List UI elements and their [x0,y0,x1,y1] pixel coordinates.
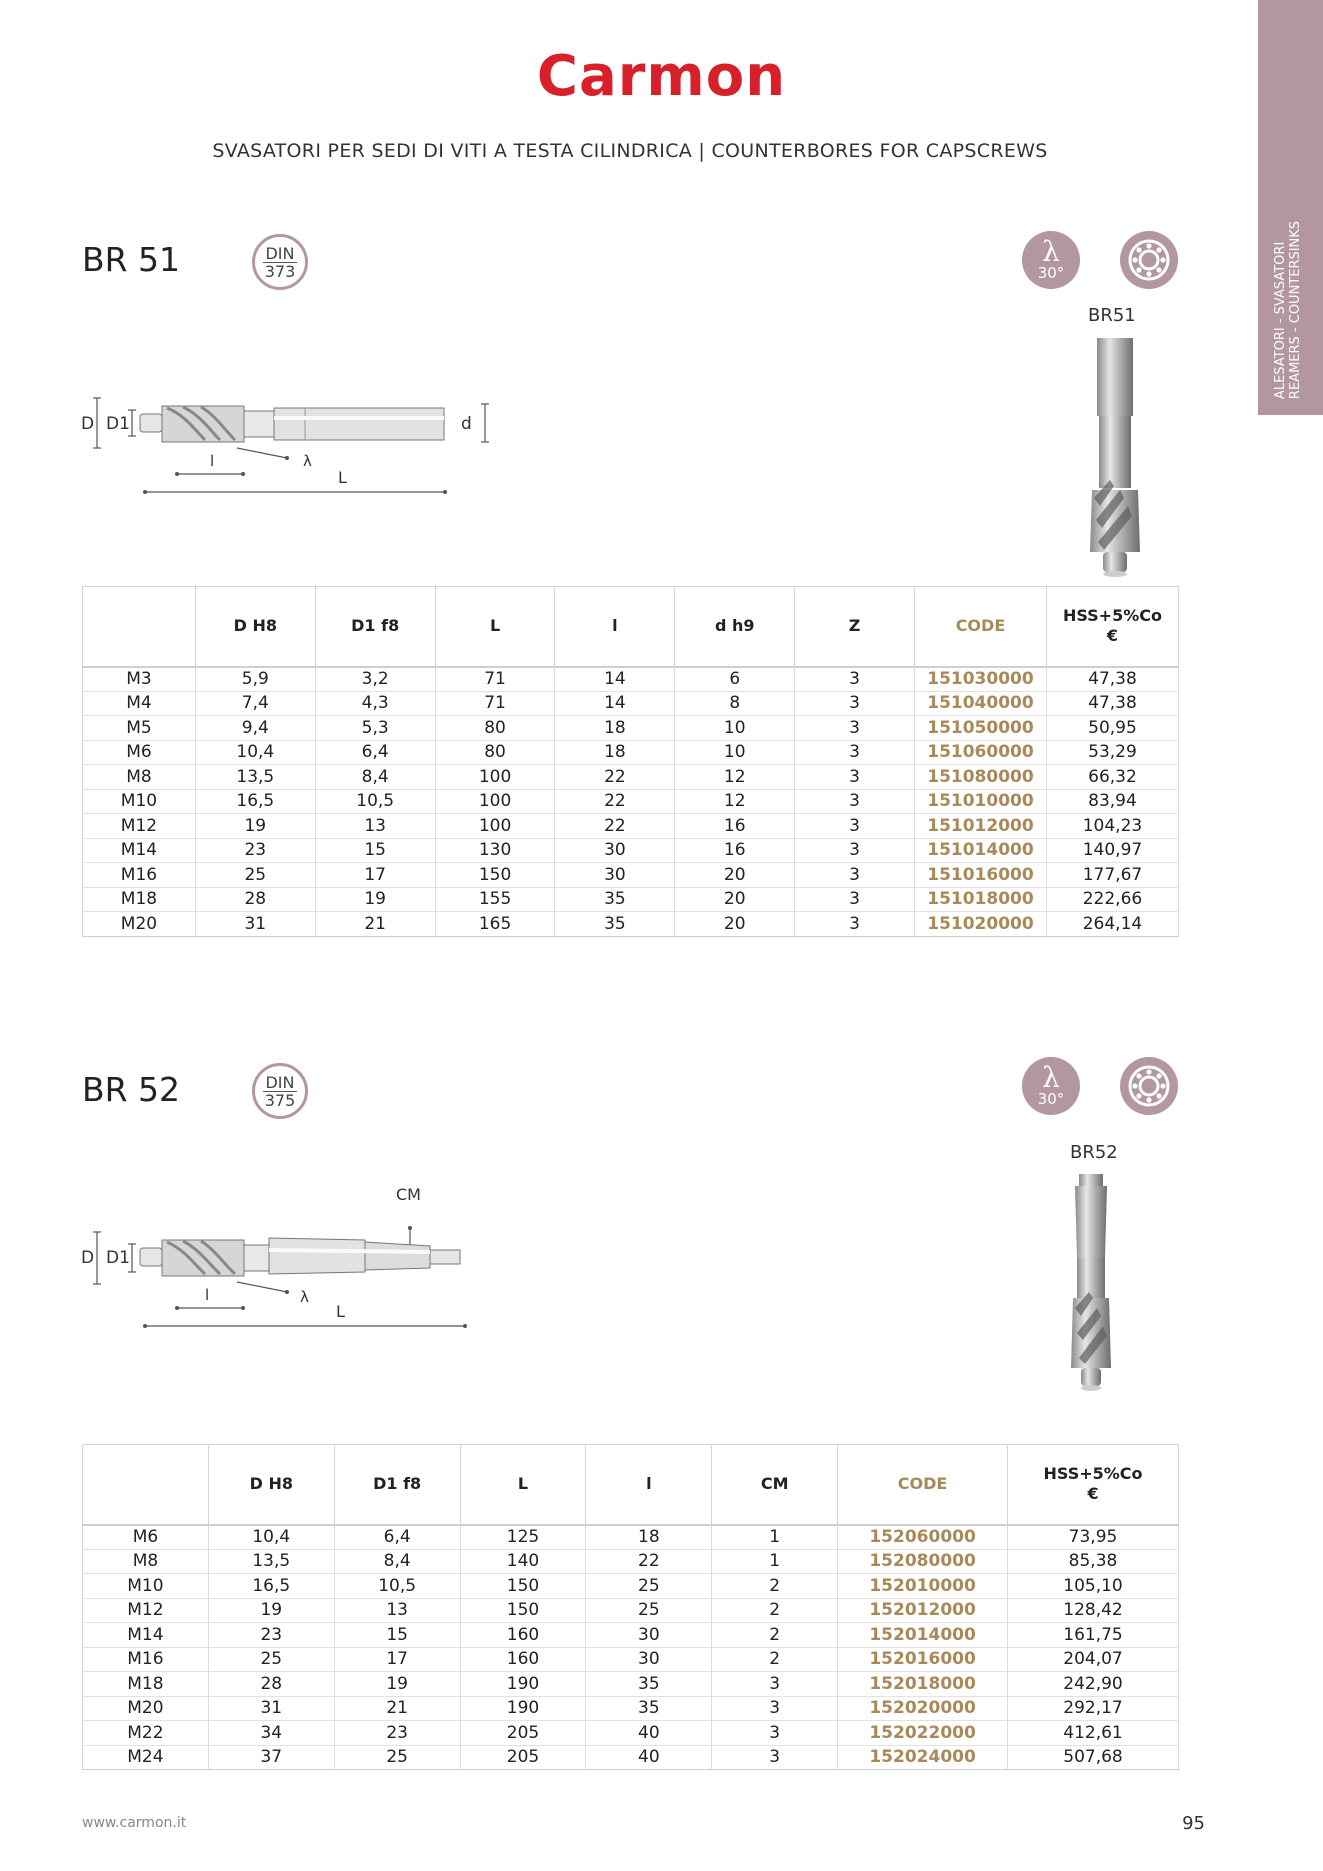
table-cell: 125 [460,1525,586,1550]
helix-angle-badge-br52 [1022,1057,1080,1115]
table-cell: 23 [195,838,315,863]
product-code-cell: 151040000 [915,691,1047,716]
table-cell: 16 [675,838,795,863]
table-cell: 128,42 [1008,1598,1179,1623]
table-cell: 28 [208,1672,334,1697]
dim-label-D1: D1 [106,1248,130,1268]
table-cell: 25 [586,1598,712,1623]
table-cell: 5,9 [195,667,315,692]
table-cell: 22 [555,765,675,790]
table-cell: 1 [712,1549,838,1574]
table-cell: M8 [83,765,196,790]
table-cell: 6 [675,667,795,692]
table-cell: 105,10 [1008,1574,1179,1599]
table-cell: 10 [675,740,795,765]
table-cell: 155 [435,887,555,912]
photo-label-br52: BR52 [1070,1142,1118,1163]
table-cell: M12 [83,814,196,839]
table-cell: 18 [555,740,675,765]
table-cell: 13 [315,814,435,839]
brand-logo: Carmon [536,44,787,109]
table-cell: 150 [435,863,555,888]
header-cut-length: l [586,1445,712,1525]
helix-angle-value: 30° [1037,264,1065,282]
table-row [83,1696,1179,1721]
header-d1-f8: D1 f8 [315,587,435,667]
page-number: 95 [1182,1813,1205,1834]
dim-label-d: d [461,414,472,434]
table-cell: 37 [208,1745,334,1770]
table-cell: M18 [83,887,196,912]
table-cell: M14 [83,1623,209,1648]
table-row [83,1525,1179,1550]
table-row [83,863,1179,888]
product-code-cell: 152022000 [838,1721,1008,1746]
table-cell: 23 [208,1623,334,1648]
table-cell: 242,90 [1008,1672,1179,1697]
dim-label-D: D [81,1248,95,1268]
table-cell: 30 [586,1623,712,1648]
technical-drawing-br51 [75,380,495,500]
table-row [83,1598,1179,1623]
product-code-cell: 151018000 [915,887,1047,912]
table-cell: 28 [195,887,315,912]
table-row [83,716,1179,741]
table-cell: 25 [208,1647,334,1672]
table-cell: M14 [83,838,196,863]
table-cell: 100 [435,789,555,814]
header-d-h8: D H8 [208,1445,334,1525]
table-cell: 10,5 [334,1574,460,1599]
table-cell: 205 [460,1745,586,1770]
table-cell: 30 [555,863,675,888]
table-cell: 3 [795,789,915,814]
table-cell: 53,29 [1046,740,1178,765]
table-cell: 130 [435,838,555,863]
table-cell: 10,4 [195,740,315,765]
product-code-cell: 151080000 [915,765,1047,790]
table-cell: 40 [586,1745,712,1770]
table-cell: 292,17 [1008,1696,1179,1721]
table-row [83,691,1179,716]
table-cell: 80 [435,716,555,741]
table-cell: 13,5 [208,1549,334,1574]
table-cell: 3 [795,814,915,839]
dim-label-L: L [336,1302,345,1321]
table-cell: 6,4 [315,740,435,765]
table-cell: 5,3 [315,716,435,741]
table-cell: 412,61 [1008,1721,1179,1746]
table-cell: 19 [315,887,435,912]
table-cell: 161,75 [1008,1623,1179,1648]
table-cell: 2 [712,1598,838,1623]
table-row [83,765,1179,790]
table-cell: 150 [460,1598,586,1623]
table-cell: 3 [712,1672,838,1697]
table-cell: 22 [555,814,675,839]
table-row [83,838,1179,863]
table-row [83,1647,1179,1672]
table-cell: 83,94 [1046,789,1178,814]
helix-angle-value: 30° [1037,1090,1065,1108]
header-size [83,587,196,667]
table-cell: 140,97 [1046,838,1178,863]
table-cell: 6,4 [334,1525,460,1550]
table-cell: 177,67 [1046,863,1178,888]
table-row [83,912,1179,937]
table-cell: 3,2 [315,667,435,692]
table-cell: M10 [83,789,196,814]
product-code-cell: 152014000 [838,1623,1008,1648]
table-cell: 20 [675,887,795,912]
table-cell: M6 [83,1525,209,1550]
table-cell: 222,66 [1046,887,1178,912]
table-cell: M18 [83,1672,209,1697]
product-code-cell: 152080000 [838,1549,1008,1574]
table-row [83,1574,1179,1599]
table-header-row [83,1445,1179,1525]
footer-website: www.carmon.it [82,1815,187,1831]
table-cell: 22 [555,789,675,814]
table-row [83,789,1179,814]
bearing-icon [1120,231,1178,289]
product-code-cell: 152024000 [838,1745,1008,1770]
header-flutes: Z [795,587,915,667]
table-cell: 18 [555,716,675,741]
table-cell: 15 [334,1623,460,1648]
table-cell: 16,5 [208,1574,334,1599]
table-cell: 3 [795,667,915,692]
table-cell: M24 [83,1745,209,1770]
table-cell: 17 [334,1647,460,1672]
table-cell: 25 [195,863,315,888]
table-cell: 10 [675,716,795,741]
table-cell: 3 [795,887,915,912]
header-d-h8: D H8 [195,587,315,667]
page-subtitle: SVASATORI PER SEDI DI VITI A TESTA CILINDRICA | COUNTERBORES FOR CAPSCREWS [212,140,1048,162]
table-cell: M16 [83,1647,209,1672]
table-cell: 7,4 [195,691,315,716]
table-row [83,667,1179,692]
table-cell: 16,5 [195,789,315,814]
header-shank-d-h9: d h9 [675,587,795,667]
table-cell: 3 [712,1721,838,1746]
din-label: DIN [265,243,295,263]
product-code-cell: 151016000 [915,863,1047,888]
table-cell: 3 [712,1745,838,1770]
table-cell: 104,23 [1046,814,1178,839]
table-cell: 23 [334,1721,460,1746]
table-row [83,1672,1179,1697]
table-row [83,814,1179,839]
lambda-icon: λ [1042,1061,1060,1094]
table-row [83,1745,1179,1770]
table-cell: M16 [83,863,196,888]
table-cell: 3 [795,740,915,765]
table-cell: 100 [435,814,555,839]
table-cell: 8 [675,691,795,716]
table-cell: 30 [586,1647,712,1672]
table-cell: 165 [435,912,555,937]
table-cell: 4,3 [315,691,435,716]
table-cell: 13,5 [195,765,315,790]
table-cell: 12 [675,789,795,814]
table-cell: 17 [315,863,435,888]
table-cell: M8 [83,1549,209,1574]
product-code-cell: 151014000 [915,838,1047,863]
table-cell: 3 [795,863,915,888]
side-tab-label [1262,220,1314,400]
dim-label-lambda: λ [303,452,312,470]
side-tab-line2: REAMERS - COUNTERSINKS [1288,220,1304,400]
header-length: L [435,587,555,667]
technical-drawing-br52 [75,1210,495,1340]
product-title-br52: BR 52 [82,1070,181,1109]
header-morse-taper: CM [712,1445,838,1525]
table-cell: 8,4 [315,765,435,790]
header-length: L [460,1445,586,1525]
table-cell: 80 [435,740,555,765]
header-price: HSS+5%Co € [1008,1445,1179,1525]
table-cell: 3 [795,765,915,790]
dim-label-l: l [205,1286,210,1304]
table-row [83,1721,1179,1746]
table-cell: 71 [435,667,555,692]
table-row [83,1623,1179,1648]
table-cell: 71 [435,691,555,716]
table-cell: 19 [334,1672,460,1697]
product-code-cell: 152060000 [838,1525,1008,1550]
table-cell: 10,5 [315,789,435,814]
price-table-br52 [82,1444,1179,1770]
table-cell: 19 [208,1598,334,1623]
table-cell: 47,38 [1046,667,1178,692]
header-cut-length: l [555,587,675,667]
table-cell: 15 [315,838,435,863]
product-code-cell: 152016000 [838,1647,1008,1672]
table-row [83,740,1179,765]
table-cell: M3 [83,667,196,692]
table-cell: 150 [460,1574,586,1599]
din-label: DIN [265,1072,295,1092]
table-cell: 507,68 [1008,1745,1179,1770]
table-cell: 25 [334,1745,460,1770]
product-code-cell: 151020000 [915,912,1047,937]
table-cell: 21 [315,912,435,937]
table-cell: 40 [586,1721,712,1746]
product-photo-br51 [1070,330,1160,580]
dim-label-L: L [338,468,347,487]
table-row [83,887,1179,912]
product-code-cell: 152018000 [838,1672,1008,1697]
table-cell: 19 [195,814,315,839]
header-code: CODE [838,1445,1008,1525]
dim-label-lambda: λ [300,1288,309,1306]
table-cell: 16 [675,814,795,839]
table-cell: M5 [83,716,196,741]
table-cell: 30 [555,838,675,863]
table-cell: 13 [334,1598,460,1623]
lambda-icon: λ [1042,235,1060,268]
product-title-br51: BR 51 [82,240,181,279]
dim-label-D1: D1 [106,414,130,434]
dim-label-l: l [210,452,215,470]
product-code-cell: 152020000 [838,1696,1008,1721]
table-cell: 73,95 [1008,1525,1179,1550]
table-cell: M22 [83,1721,209,1746]
table-cell: 9,4 [195,716,315,741]
header-d1-f8: D1 f8 [334,1445,460,1525]
header-price: HSS+5%Co € [1046,587,1178,667]
table-cell: M12 [83,1598,209,1623]
table-cell: 1 [712,1525,838,1550]
table-cell: 20 [675,863,795,888]
product-code-cell: 151030000 [915,667,1047,692]
table-cell: 20 [675,912,795,937]
product-code-cell: 152012000 [838,1598,1008,1623]
table-cell: M10 [83,1574,209,1599]
table-cell: 204,07 [1008,1647,1179,1672]
product-code-cell: 151060000 [915,740,1047,765]
product-photo-br52 [1055,1168,1145,1418]
table-cell: 100 [435,765,555,790]
table-cell: 34 [208,1721,334,1746]
table-cell: 205 [460,1721,586,1746]
table-cell: M20 [83,1696,209,1721]
table-cell: M20 [83,912,196,937]
table-cell: 2 [712,1623,838,1648]
table-cell: 25 [586,1574,712,1599]
table-cell: 2 [712,1647,838,1672]
table-cell: 160 [460,1623,586,1648]
table-cell: 35 [586,1672,712,1697]
din-badge-br52 [252,1063,308,1119]
table-cell: 190 [460,1672,586,1697]
table-cell: 31 [195,912,315,937]
table-cell: 8,4 [334,1549,460,1574]
table-cell: 47,38 [1046,691,1178,716]
table-cell: 14 [555,667,675,692]
table-row [83,1549,1179,1574]
bearing-icon [1120,1057,1178,1115]
table-cell: M4 [83,691,196,716]
table-cell: 14 [555,691,675,716]
product-code-cell: 151012000 [915,814,1047,839]
table-cell: 3 [712,1696,838,1721]
table-cell: 35 [555,887,675,912]
table-cell: 21 [334,1696,460,1721]
helix-angle-badge-br51 [1022,231,1080,289]
table-cell: 12 [675,765,795,790]
product-code-cell: 151050000 [915,716,1047,741]
side-tab-line1: ALESATORI - SVASATORI [1273,241,1289,400]
din-number: 375 [264,1090,296,1110]
table-cell: M6 [83,740,196,765]
table-cell: 3 [795,838,915,863]
table-cell: 3 [795,912,915,937]
din-badge-br51 [252,234,308,290]
table-cell: 160 [460,1647,586,1672]
table-cell: 3 [795,691,915,716]
table-cell: 22 [586,1549,712,1574]
table-cell: 50,95 [1046,716,1178,741]
table-cell: 35 [555,912,675,937]
product-code-cell: 152010000 [838,1574,1008,1599]
din-number: 373 [264,261,296,281]
table-cell: 2 [712,1574,838,1599]
table-cell: 10,4 [208,1525,334,1550]
table-header-row [83,587,1179,667]
table-cell: 31 [208,1696,334,1721]
price-table-br51 [82,586,1179,937]
table-cell: 140 [460,1549,586,1574]
table-cell: 190 [460,1696,586,1721]
dim-label-CM: CM [396,1185,421,1204]
product-code-cell: 151010000 [915,789,1047,814]
header-size [83,1445,209,1525]
table-cell: 85,38 [1008,1549,1179,1574]
table-cell: 264,14 [1046,912,1178,937]
table-cell: 66,32 [1046,765,1178,790]
table-cell: 3 [795,716,915,741]
table-cell: 18 [586,1525,712,1550]
dim-label-D: D [81,414,95,434]
table-cell: 35 [586,1696,712,1721]
header-code: CODE [915,587,1047,667]
photo-label-br51: BR51 [1088,305,1136,326]
